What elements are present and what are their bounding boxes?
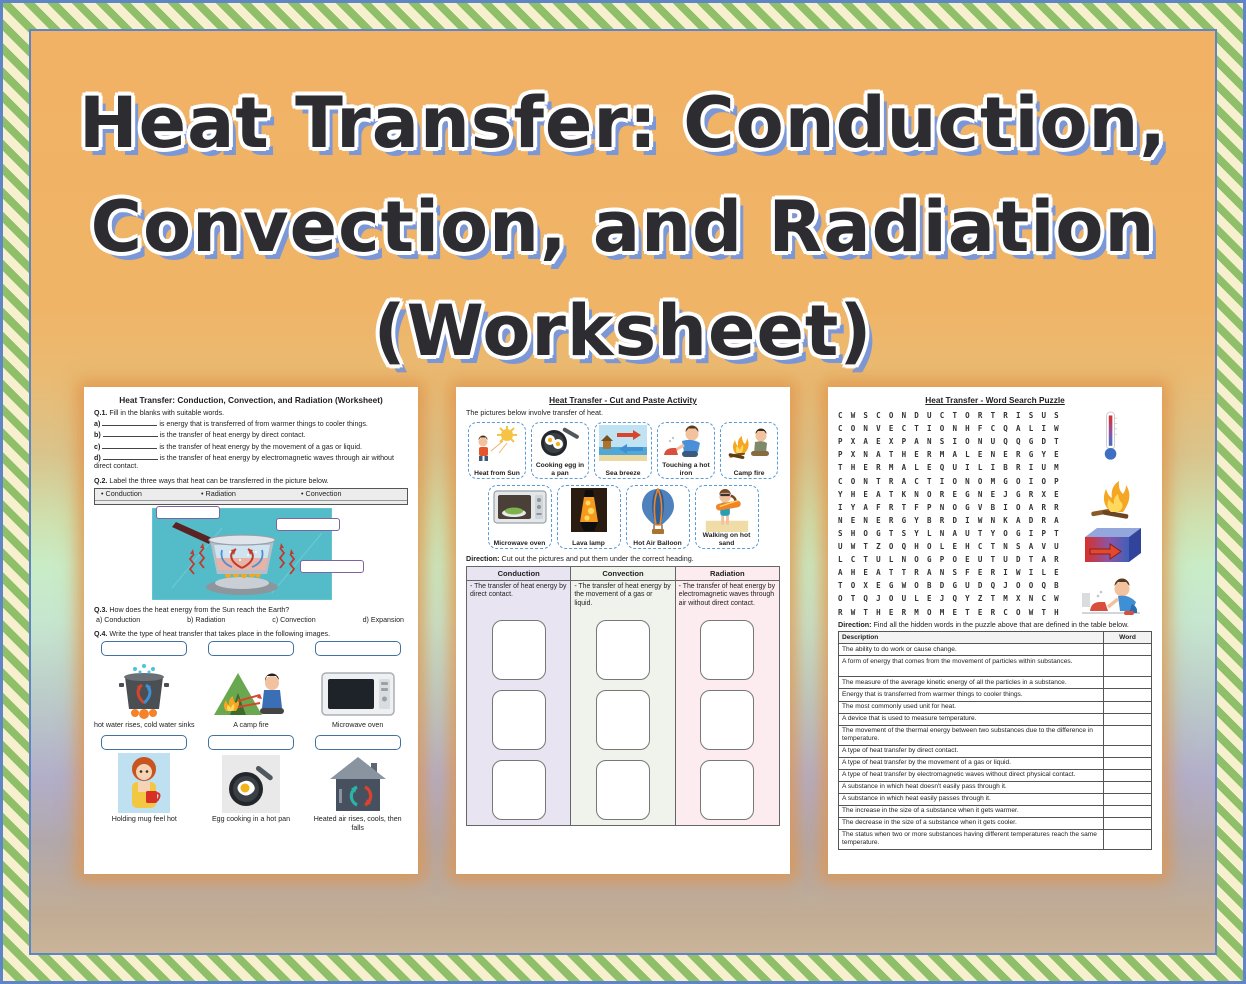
q4-prompt: Write the type of heat transfer that takes place in the following images. [109, 629, 331, 638]
grid-row: UWTZOQHOLEHCTNSAVU [838, 542, 1067, 552]
page3-title: Heat Transfer - Word Search Puzzle [925, 395, 1065, 405]
q3-label: Q.3. [94, 606, 108, 615]
card-camp-fire [720, 422, 778, 479]
convection-header: Convection [571, 567, 674, 581]
paste-box [492, 620, 546, 680]
grid-row: AHEATTRANSFERIWILE [838, 568, 1067, 578]
paste-box [596, 620, 650, 680]
page2-direction: Direction: Cut out the pictures and put them under the correct heading. [466, 553, 694, 563]
word-header: Word [1104, 632, 1152, 644]
man-campfire-icon [725, 425, 773, 461]
paste-box [700, 760, 754, 820]
poster-title-line-3: (Worksheet) [373, 290, 873, 372]
poster-title-line-1: Heat Transfer: Conduction, [79, 82, 1167, 164]
cut-and-paste-table [466, 566, 780, 826]
q3-option-a: a) Conduction [96, 616, 141, 625]
q4-caption: Holding mug feel hot [111, 815, 177, 824]
page2-title: Heat Transfer - Cut and Paste Activity [549, 395, 697, 405]
page2-subtitle: The pictures below involve transfer of heat. [466, 408, 604, 418]
word-answer-cell [1104, 757, 1152, 769]
grid-row: CONVECTIONHFCQALIW [838, 424, 1067, 434]
paste-box [700, 690, 754, 750]
thermometer-icon [1101, 411, 1121, 461]
word-answer-cell [1104, 689, 1152, 701]
q4-image-grid [94, 641, 408, 833]
answer-box [315, 641, 401, 656]
definition-row: The most commonly used unit for heat. [839, 701, 1152, 713]
q4-cell-egg-pan [201, 735, 302, 833]
hot-air-balloon-icon [636, 488, 680, 534]
fill-blank [103, 430, 158, 437]
radiation-column [675, 567, 779, 825]
card-microwave-oven [488, 485, 552, 549]
poster-title-line-2: Convection, and Radiation [90, 186, 1156, 268]
worksheet-pages [31, 387, 1215, 874]
definition-row: A device that is used to measure temperature. [839, 713, 1152, 725]
q1-item-b: b) is the transfer of heat energy by direct contact. [94, 431, 306, 440]
word-bank-conduction: • Conduction [101, 490, 201, 499]
word-answer-cell [1104, 781, 1152, 793]
q4-caption: Egg cooking in a hot pan [211, 815, 291, 824]
conduction-description: - The transfer of heat energy by direct contact. [470, 582, 567, 599]
word-answer-cell [1104, 817, 1152, 829]
grid-row: LCTULNOGPOEUTUDTAR [838, 555, 1067, 565]
q3-option-c: c) Convection [272, 616, 316, 625]
q2-label: Q.2. [94, 476, 108, 485]
word-answer-cell [1104, 644, 1152, 656]
q4-caption: hot water rises, cold water sinks [94, 721, 195, 730]
grid-row: IYAFRTFPNOGVBIOARR [838, 502, 1067, 512]
definition-row: The decrease in the size of a substance when it gets cooler. [839, 817, 1152, 829]
sun-and-kid-icon [473, 425, 521, 461]
paste-box [596, 690, 650, 750]
definition-row: The measure of the average kinetic energy of all the particles in a substance. [839, 677, 1152, 689]
definition-row: Energy that is transferred from warmer things to cooler things. [839, 689, 1152, 701]
card-label: Lava lamp [572, 539, 605, 547]
q4-caption: Microwave oven [332, 721, 384, 730]
word-answer-cell [1104, 677, 1152, 689]
word-search-margin-images [1071, 409, 1152, 619]
q2-prompt: Label the three ways that heat can be transferred in the picture below. [109, 476, 329, 485]
campfire-tent-icon [212, 663, 290, 719]
grid-row: PXNATHERMALENERGYE [838, 450, 1067, 460]
word-answer-cell [1104, 713, 1152, 725]
q3-option-b: b) Radiation [187, 616, 226, 625]
conduction-bar-icon [1079, 525, 1143, 565]
card-lava-lamp [557, 485, 621, 549]
card-label: Touching a hot iron [662, 462, 710, 477]
worksheet-page-1 [84, 387, 418, 874]
egg-pan-icon [536, 425, 584, 457]
microwave-food-icon [493, 488, 547, 526]
answer-box [101, 735, 187, 750]
question-3 [94, 606, 408, 624]
boy-reaching-iron-icon [1080, 571, 1142, 617]
card-label: Cooking egg in a pan [535, 462, 585, 477]
question-4 [94, 630, 408, 833]
fill-blank [103, 453, 158, 460]
answer-box [101, 641, 187, 656]
definition-row: A substance in which heat easily passes through it. [839, 793, 1152, 805]
table-header-row [839, 632, 1152, 644]
word-answer-cell [1104, 769, 1152, 781]
question-1 [94, 409, 408, 471]
definition-row: A form of energy that comes from the movement of particles within substances. [839, 656, 1152, 677]
label-answer-box [156, 506, 220, 519]
card-label: Camp fire [733, 469, 765, 477]
card-touching-hot-iron [657, 422, 715, 479]
card-cooking-egg [531, 422, 589, 479]
label-answer-box [300, 560, 364, 573]
definition-row: The movement of the thermal energy between two substances due to the difference in temperature. [839, 725, 1152, 745]
grid-row: YHEATKNOREGNEJGRXE [838, 489, 1067, 499]
word-answer-cell [1104, 725, 1152, 745]
word-answer-cell [1104, 656, 1152, 677]
q3-options [94, 615, 408, 625]
radiation-header: Radiation [676, 567, 779, 581]
definition-row: The status when two or more substances having different temperatures reach the same temperature. [839, 829, 1152, 849]
q4-cell-holding-mug [94, 735, 195, 833]
house-air-circulation-icon [328, 755, 388, 813]
word-answer-cell [1104, 805, 1152, 817]
girl-on-hot-sand-icon [705, 488, 749, 532]
description-header: Description [839, 632, 1104, 644]
grid-row: NENERGYBRDIWNKADRA [838, 515, 1067, 525]
fill-blank [102, 442, 157, 449]
pot-convection-icon [113, 663, 175, 719]
q1-prompt: Fill in the blanks with suitable words. [109, 409, 225, 418]
boy-touching-iron-icon [662, 425, 710, 461]
paste-box [492, 760, 546, 820]
card-sea-breeze [594, 422, 652, 479]
poster-background [29, 29, 1217, 955]
pot-on-stove-scene [94, 506, 408, 603]
card-heat-from-sun [468, 422, 526, 479]
conduction-header: Conduction [467, 567, 570, 581]
page3-direction: Direction: Find all the hidden words in the puzzle above that are defined in the table below. [838, 619, 1129, 629]
answer-box [208, 735, 294, 750]
grid-row: PXAEXPANSIONUQQGDT [838, 437, 1067, 447]
q1-item-d: d) is the transfer of heat energy by electromagnetic waves through air without direct contact. [94, 453, 394, 471]
sea-breeze-icon [599, 425, 647, 461]
definition-row: The ability to do work or cause change. [839, 644, 1152, 656]
q4-cell-microwave [307, 641, 408, 730]
girl-holding-mug-icon [118, 753, 170, 813]
campfire-icon [1085, 466, 1137, 520]
q1-item-c: c) is the transfer of heat energy by the movement of a gas or liquid. [94, 442, 362, 451]
picture-cards-row-2 [466, 485, 780, 549]
card-label: Sea breeze [605, 469, 641, 477]
fill-blank [102, 419, 157, 426]
word-answer-cell [1104, 701, 1152, 713]
word-bank-convection: • Convection [301, 490, 401, 499]
definition-row: A substance in which heat doesn't easily pass through it. [839, 781, 1152, 793]
poster-title [31, 31, 1215, 383]
grid-row: TOXEGWOBDGUDQJOOQB [838, 581, 1067, 591]
paste-box [700, 620, 754, 680]
grid-row: SHOGTSYLNAUTYOGIPT [838, 528, 1067, 538]
q3-prompt: How does the heat energy from the Sun reach the Earth? [109, 606, 290, 615]
grid-row: RWTHERMOMETERCOWTH [838, 607, 1067, 617]
q1-label: Q.1. [94, 409, 108, 418]
definition-row: A type of heat transfer by direct contact. [839, 745, 1152, 757]
grid-row: THERMALEQUILIBRIUM [838, 463, 1067, 473]
answer-box [208, 641, 294, 656]
paste-box [596, 760, 650, 820]
q4-label: Q.4. [94, 629, 108, 638]
grid-row: CWSCONDUCTORTRISUS [838, 411, 1067, 421]
grid-row: OTQJOULEJQYZTMXNCW [838, 594, 1067, 604]
word-answer-cell [1104, 793, 1152, 805]
paste-box [492, 690, 546, 750]
card-label: Microwave oven [493, 539, 546, 547]
q1-item-a: a) is energy that is transferred of from warmer things to cooler things. [94, 420, 368, 429]
word-search-section [838, 409, 1152, 619]
card-label: Hot Air Balloon [633, 539, 682, 547]
microwave-icon [320, 669, 396, 719]
question-2 [94, 477, 408, 603]
q4-cell-house-airflow [307, 735, 408, 833]
word-bank-radiation: • Radiation [201, 490, 301, 499]
worksheet-page-3 [828, 387, 1162, 874]
q4-cell-campfire [201, 641, 302, 730]
word-answer-cell [1104, 829, 1152, 849]
card-label: Heat from Sun [474, 469, 520, 477]
definitions-table [838, 631, 1152, 850]
card-hot-air-balloon [626, 485, 690, 549]
card-walking-hot-sand [695, 485, 759, 549]
page1-title: Heat Transfer: Conduction, Convection, and Radiation (Worksheet) [119, 395, 383, 405]
word-bank [94, 488, 408, 506]
picture-cards-row-1 [466, 422, 780, 479]
definition-row: A type of heat transfer by electromagnetic waves without direct physical contact. [839, 769, 1152, 781]
definition-row: The increase in the size of a substance when it gets warmer. [839, 805, 1152, 817]
label-answer-box [276, 518, 340, 531]
convection-column [570, 567, 674, 825]
q4-caption: A camp fire [233, 721, 269, 730]
card-label: Walking on hot sand [702, 532, 751, 547]
grid-row: CONTRACTIONOMGOIOP [838, 476, 1067, 486]
radiation-description: - The transfer of heat energy by electromagnetic waves through air without direct contact. [678, 582, 776, 607]
worksheet-page-2 [456, 387, 790, 874]
conduction-column [467, 567, 570, 825]
word-search-grid [838, 409, 1067, 619]
lava-lamp-icon [571, 488, 607, 532]
answer-box [315, 735, 401, 750]
q4-cell-convection-pot [94, 641, 195, 730]
egg-pan-icon [222, 755, 280, 813]
q3-option-d: d) Expansion [362, 616, 404, 625]
q4-caption: Heated air rises, cools, then falls [313, 815, 402, 833]
convection-description: - The transfer of heat energy by the movement of a gas or liquid. [574, 582, 671, 607]
word-answer-cell [1104, 745, 1152, 757]
definition-row: A type of heat transfer by the movement of a gas or liquid. [839, 757, 1152, 769]
